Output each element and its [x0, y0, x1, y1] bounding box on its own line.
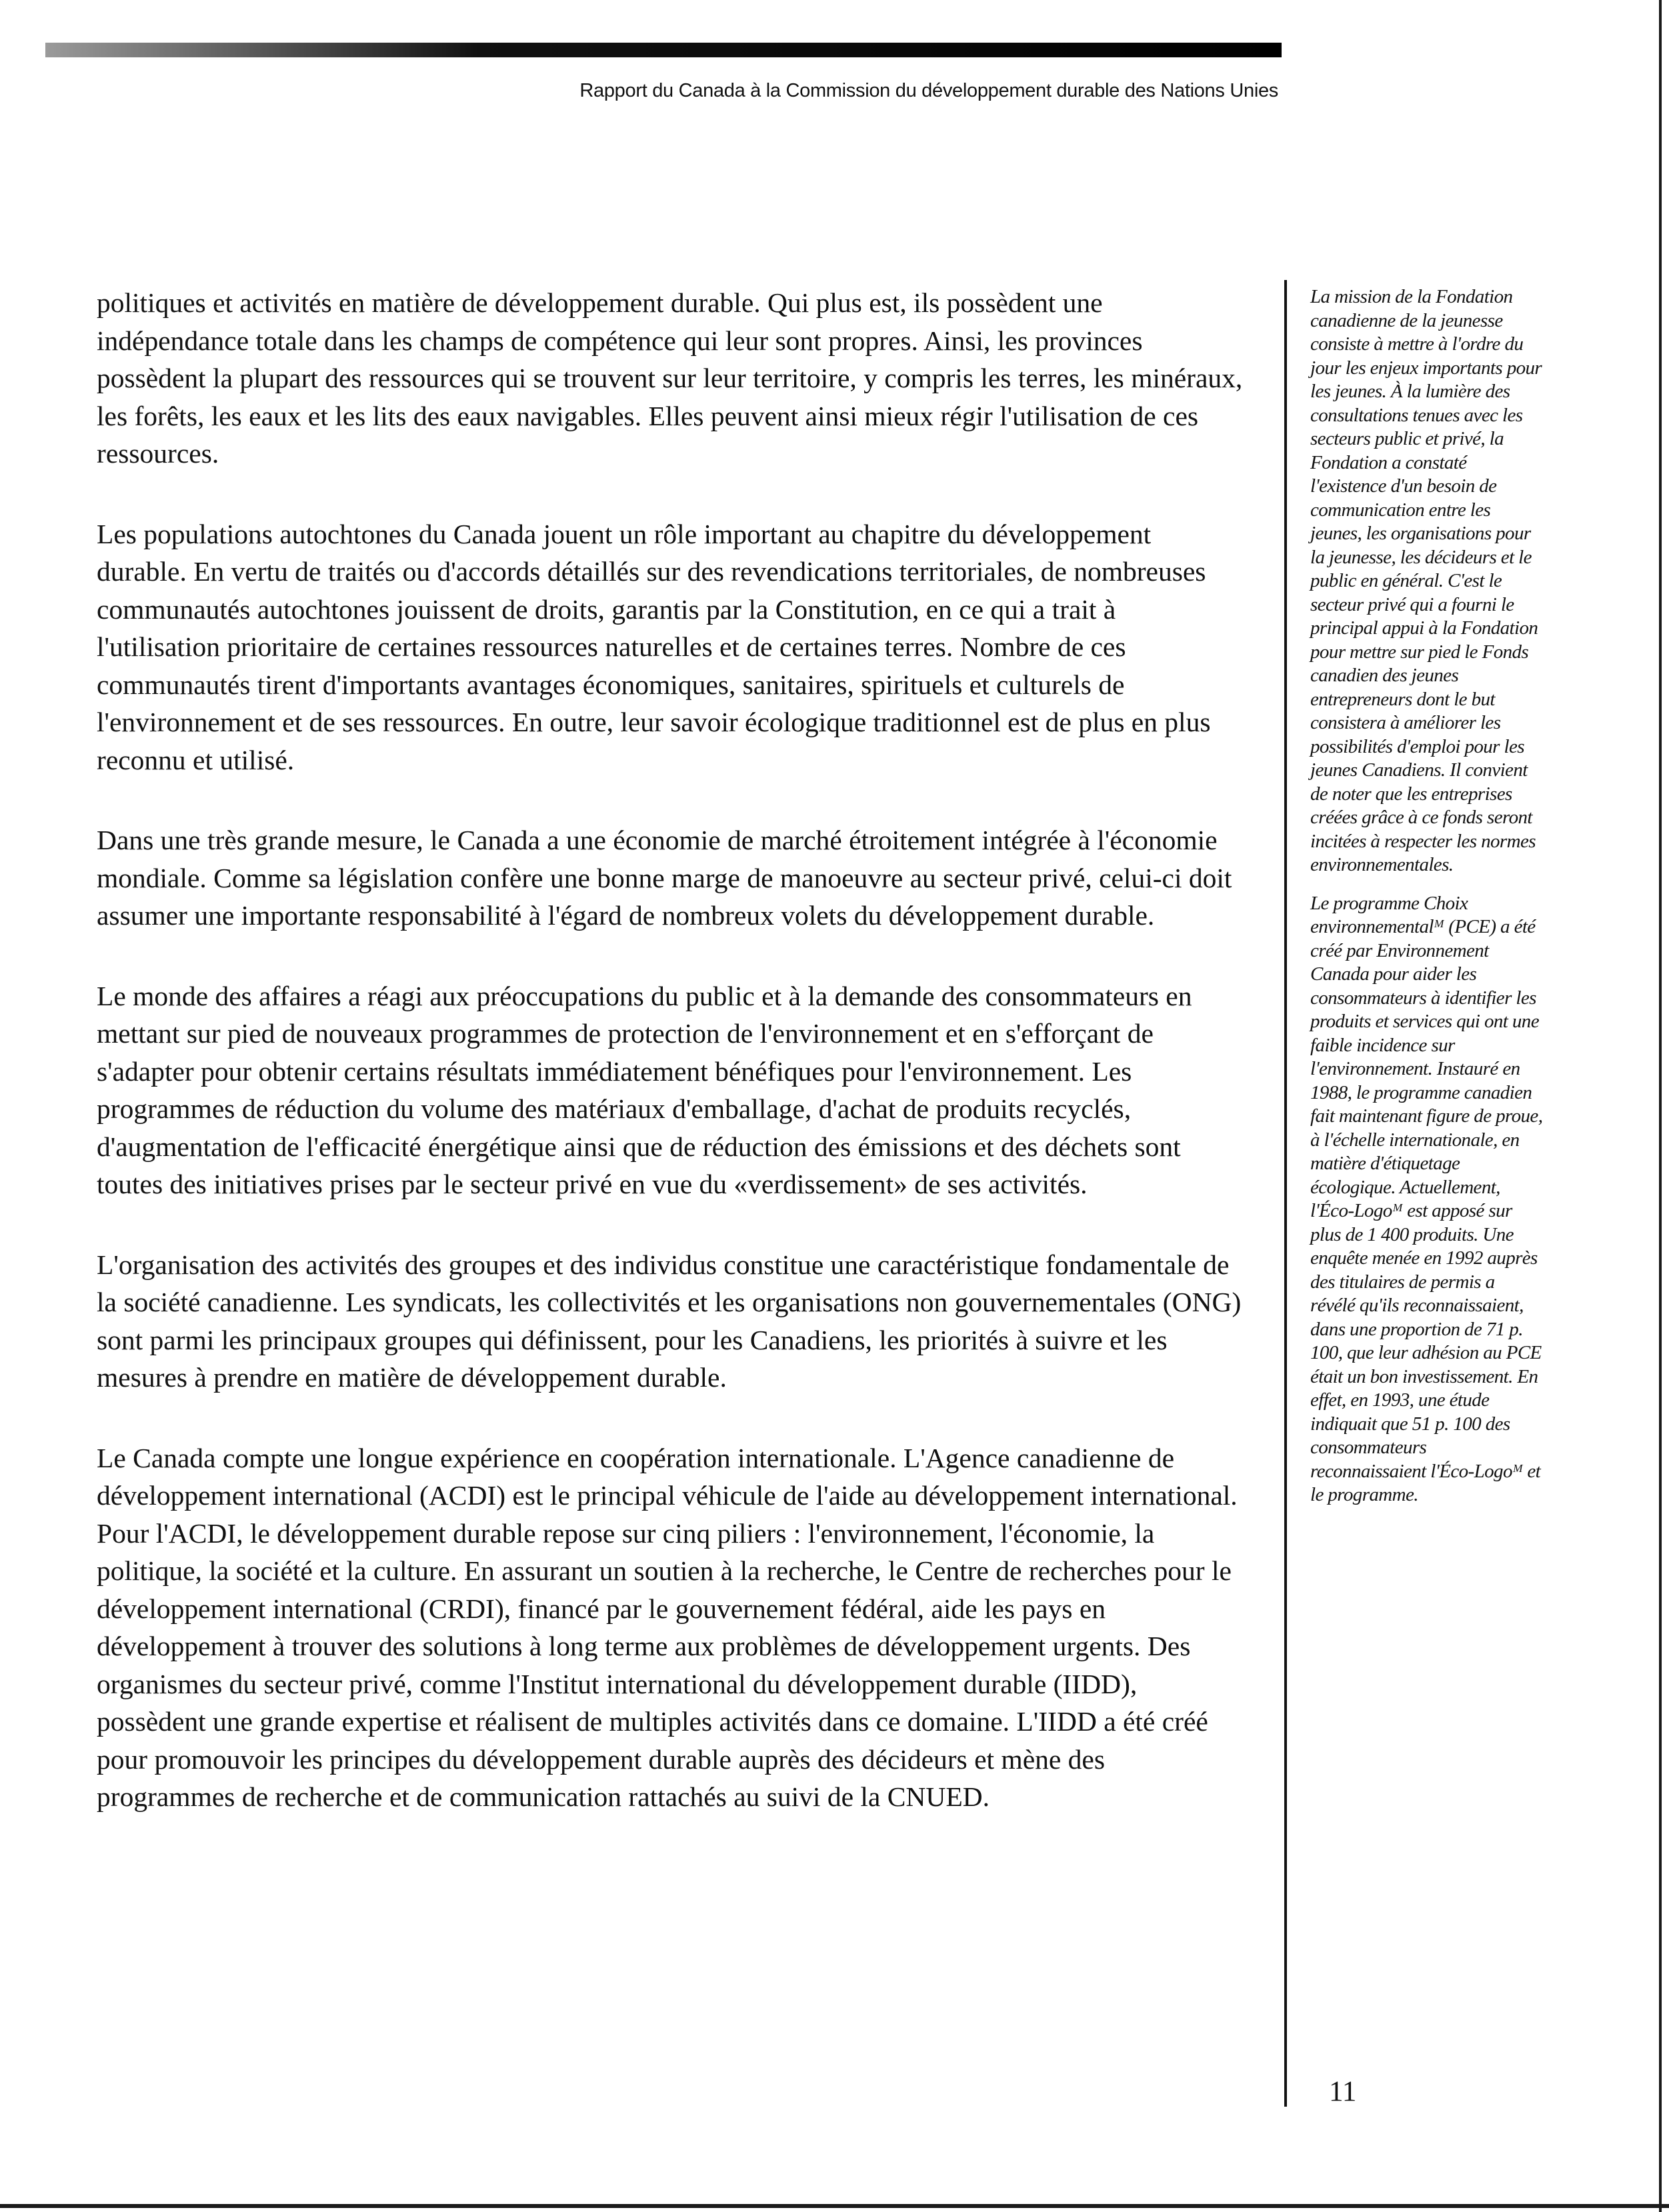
page-edge-bottom [0, 2204, 1669, 2208]
paragraph-international-cooperation: Le Canada compte une longue expérience en coopération internationale. L'Agence canadienne de développement international (ACDI) est le principal véhicule de l'aide au développement international. Pour l'ACDI, le développement durable repose sur cinq piliers : l'environnement, l'économie, la politique, la société et la culture. En assurant un soutien à la recherche, le Centre de recherches pour le développement international (CRDI), financé par le gouvernement fédéral, aide les pays en développement à trouver des solutions à long terme aux problèmes de développement urgents. Des organismes du secteur privé, comme l'Institut international du développement durable (IIDD), possèdent une grande expertise et réalisent de multiples activités dans ce domaine. L'IIDD a été créé pour promouvoir les principes du développement durable auprès des décideurs et mène des programmes de recherche et de communication rattachés au suivi de la CNUED. [97, 1442, 1238, 1812]
sidebar-divider [1284, 280, 1287, 2107]
page-edge-right [1659, 0, 1662, 2212]
paragraph-business-response: Le monde des affaires a réagi aux préoccupations du public et à la demande des consommateurs en mettant sur pied de nouveaux programmes de protection de l'environnement et en s'efforçant de s'adapter pour obtenir certains résultats immédiatement bénéfiques pour l'environnement. Les programmes de réduction du volume des matériaux d'emballage, d'achat de produits recyclés, d'augmentation de l'efficacité énergétique ainsi que de réduction des émissions et des déchets sont toutes des initiatives prises par le secteur privé en vue du «verdissement» de ses activités. [97, 980, 1192, 1199]
sidebar-note-youth-foundation: La mission de la Fondation canadienne de la jeunesse consiste à mettre à l'ordre du jour les enjeux importants pour les jeunes. À la lumière des consultations tenues avec les secteurs public et privé, la Fondation a constaté l'existence d'un besoin de communication entre les jeunes, les organisations pour la jeunesse, les décideurs et le public en général. C'est le secteur privé qui a fourni le principal appui à la Fondation pour mettre sur pied le Fonds canadien des jeunes entrepreneurs dont le but consistera à améliorer les possibilités d'emploi pour les jeunes Canadiens. Il convient de noter que les entreprises créées grâce à ce fonds seront incitées à respecter les normes environnementales. [1310, 286, 1542, 875]
paragraph-market-economy: Dans une très grande mesure, le Canada a une économie de marché étroitement intégrée à l'économie mondiale. Comme sa législation confère une bonne marge de manoeuvre au secteur privé, celui-ci doit assumer une importante responsabilité à l'égard de nombreux volets du développement durable. [97, 825, 1232, 931]
sidebar-notes [1310, 285, 1544, 1522]
sidebar-note-environmental-choice: Le programme Choix environnementalᴹ (PCE) a été créé par Environnement Canada pour aider les consommateurs à identifier les produits et services qui ont une faible incidence sur l'environnement. Instauré en 1988, le programme canadien fait maintenant figure de proue, à l'échelle internationale, en matière d'étiquetage écologique. Actuellement, l'Éco-Logoᴹ est apposé sur plus de 1 400 produits. Une enquête menée en 1992 auprès des titulaires de permis a révélé qu'ils reconnaissaient, dans une proportion de 71 p. 100, que leur adhésion au PCE était un bon investissement. En effet, en 1993, une étude indiquait que 51 p. 100 des consommateurs reconnaissaient l'Éco-Logoᴹ et le programme. [1310, 892, 1543, 1505]
running-header: Rapport du Canada à la Commission du développement durable des Nations Unies [579, 80, 1278, 101]
page-number: 11 [1329, 2076, 1357, 2107]
paragraph-groups-and-individuals: L'organisation des activités des groupes et des individus constitue une caractéristique fondamentale de la société canadienne. Les syndicats, les collectivités et les organisations non gouvernementales (ONG) sont parmi les principaux groupes qui définissent, pour les Canadiens, les priorités à suivre et les mesures à prendre en matière de développement durable. [97, 1249, 1242, 1393]
header-rule [45, 43, 1282, 57]
main-column [97, 284, 1244, 1859]
paragraph-provinces: politiques et activités en matière de développement durable. Qui plus est, ils possèdent une indépendance totale dans les champs de compétence qui leur sont propres. Ainsi, les provinces possèdent la plupart des ressources qui se trouvent sur leur territoire, y compris les terres, les minéraux, les forêts, les eaux et les lits des eaux navigables. Elles peuvent ainsi mieux régir l'utilisation de ces ressources. [97, 287, 1243, 469]
paragraph-indigenous-peoples: Les populations autochtones du Canada jouent un rôle important au chapitre du développement durable. En vertu de traités ou d'accords détaillés sur des revendications territoriales, de nombreuses communautés autochtones jouissent de droits, garantis par la Constitution, en ce qui a trait à l'utilisation prioritaire de certaines ressources naturelles et de certaines terres. Nombre de ces communautés tirent d'importants avantages économiques, sanitaires, spirituels et culturels de l'environnement et de ses ressources. En outre, leur savoir écologique traditionnel est de plus en plus reconnu et utilisé. [97, 518, 1211, 775]
